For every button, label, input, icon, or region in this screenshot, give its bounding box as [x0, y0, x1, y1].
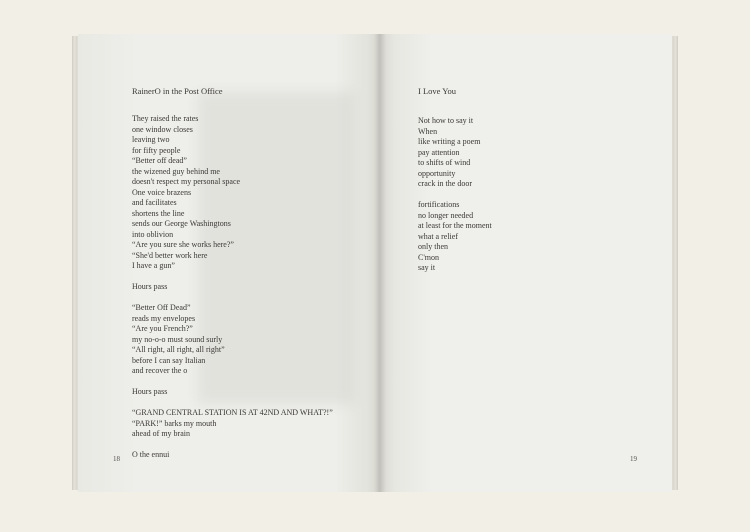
poem-line: one window closes	[132, 124, 193, 134]
poem-stanza	[418, 116, 492, 190]
poem-line: before I can say Italian	[132, 355, 206, 365]
poem-line: “Are you sure she works here?”	[132, 240, 234, 249]
poem-line: One voice brazens	[132, 187, 192, 197]
left-page-number: 18	[113, 455, 120, 463]
book-gutter	[374, 34, 386, 492]
poem-line: at least for the moment	[418, 221, 492, 230]
poem-line: into oblivion	[132, 229, 174, 239]
right-page-number: 19	[630, 455, 637, 463]
poem-line: only then	[418, 242, 448, 251]
poem-line: to shifts of wind	[418, 158, 471, 167]
poem-line: like writing a poem	[418, 137, 481, 146]
right-page	[380, 34, 672, 492]
left-page	[78, 34, 380, 492]
poem-line: no longer needed	[418, 210, 474, 220]
poem-stanza	[132, 303, 333, 377]
poem-line: pay attention	[418, 147, 460, 157]
poem-line: “Better off dead”	[132, 156, 187, 165]
poem-line: C'mon	[418, 252, 439, 262]
poem-line: When	[418, 126, 438, 136]
poem-line: and facilitates	[132, 198, 177, 207]
poem-line: “Are you French?”	[132, 324, 193, 333]
poem-line: “Better Off Dead”	[132, 303, 191, 312]
poem-line: I have a gun”	[132, 261, 175, 270]
poem-line: say it	[418, 263, 436, 272]
poem-line: “GRAND CENTRAL STATION IS AT 42ND AND WHAT?!”	[132, 408, 333, 417]
poem-line: “She'd better work here	[132, 250, 208, 260]
poem-line: opportunity	[418, 168, 456, 178]
poem-stanza	[132, 450, 333, 461]
poem-line: sends our George Washingtons	[132, 219, 231, 228]
poem-line: “All right, all right, all right”	[132, 345, 225, 354]
left-poem-body	[132, 114, 333, 471]
poem-line: crack in the door	[418, 179, 472, 188]
poem-line: They raised the rates	[132, 114, 199, 123]
poem-line: ahead of my brain	[132, 429, 190, 438]
poem-line: my no-o-o must sound surly	[132, 334, 223, 344]
poem-line: the wizened guy behind me	[132, 166, 220, 176]
poem-stanza	[418, 200, 492, 274]
poem-line: O the ennui	[132, 450, 170, 459]
poem-line: “PARK!” barks my mouth	[132, 418, 217, 428]
poem-line: fortifications	[418, 200, 460, 209]
right-poem-title: I Love You	[418, 86, 457, 96]
poem-line: Hours pass	[132, 387, 168, 396]
right-poem-body	[418, 116, 492, 284]
poem-line: leaving two	[132, 135, 170, 144]
poem-line: and recover the o	[132, 366, 188, 375]
poem-line: Hours pass	[132, 282, 168, 291]
left-poem-title: RainerO in the Post Office	[132, 86, 223, 96]
poem-stanza	[132, 387, 333, 398]
poem-stanza	[132, 408, 333, 440]
poem-line: shortens the line	[132, 208, 185, 218]
poem-stanza	[132, 114, 333, 272]
poem-line: Not how to say it	[418, 116, 474, 125]
open-book	[72, 34, 678, 492]
poem-line: for fifty people	[132, 145, 181, 155]
poem-stanza	[132, 282, 333, 293]
poem-line: reads my envelopes	[132, 313, 196, 323]
poem-line: doesn't respect my personal space	[132, 177, 241, 186]
poem-line: what a relief	[418, 231, 458, 241]
